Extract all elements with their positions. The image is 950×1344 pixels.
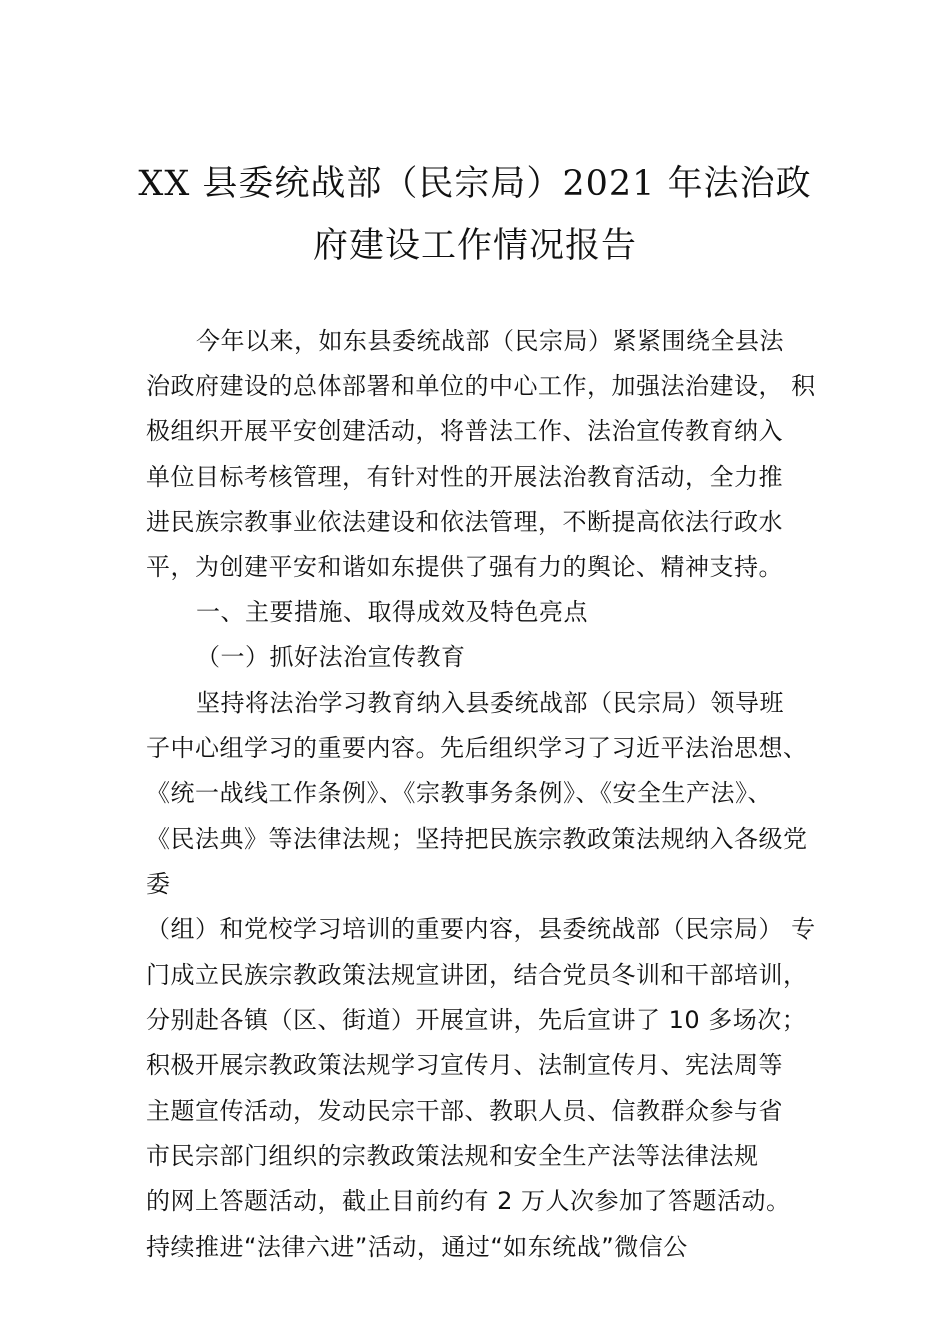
paragraph-2-line-7: 门成立民族宗教政策法规宣讲团，结合党员冬训和干部培训， [146, 961, 808, 989]
paragraph-1-line-2: 治政府建设的总体部署和单位的中心工作，加强法治建设， 积 [146, 372, 816, 400]
paragraph-2-line-13: 持续推进“法律六进”活动，通过“如东统战”微信公 [146, 1233, 688, 1261]
paragraph-2-line-5: 委 [146, 870, 171, 898]
paragraph-2-line-11: 市民宗部门组织的宗教政策法规和安全生产法等法律法规 [146, 1142, 759, 1170]
paragraph-2-line-3: 《统一战线工作条例》、《宗教事务条例》、《安全生产法》、 [146, 779, 772, 807]
section-heading-2: （一）抓好法治宣传教育 [196, 643, 466, 671]
paragraph-1-line-3: 极组织开展平安创建活动，将普法工作、法治宣传教育纳入 [146, 417, 783, 445]
paragraph-1-line-5: 进民族宗教事业依法建设和依法管理，不断提高依法行政水 [146, 508, 783, 536]
paragraph-2-line-4: 《民法典》等法律法规；坚持把民族宗教政策法规纳入各级党 [146, 825, 808, 853]
section-heading-1: 一、主要措施、取得成效及特色亮点 [196, 598, 588, 626]
paragraph-2-line-8: 分别赴各镇（区、街道）开展宣讲，先后宣讲了 10 多场次； [146, 1006, 807, 1034]
paragraph-2-line-12: 的网上答题活动，截止目前约有 2 万人次参加了答题活动。 [146, 1187, 791, 1215]
paragraph-2-line-10: 主题宣传活动，发动民宗干部、教职人员、信教群众参与省 [146, 1097, 783, 1125]
title-line-1: XX 县委统战部（民宗局）2021 年法治政 [138, 164, 812, 204]
paragraph-2-line-2: 子中心组学习的重要内容。先后组织学习了习近平法治思想、 [146, 734, 808, 762]
title-line-2: 府建设工作情况报告 [312, 226, 637, 266]
paragraph-2-line-6: （组）和党校学习培训的重要内容，县委统战部（民宗局） 专 [146, 915, 816, 943]
paragraph-2-line-1: 坚持将法治学习教育纳入县委统战部（民宗局）领导班 [196, 689, 784, 717]
paragraph-1-line-1: 今年以来，如东县委统战部（民宗局）紧紧围绕全县法 [196, 327, 784, 355]
paragraph-1-line-6: 平，为创建平安和谐如东提供了强有力的舆论、精神支持。 [146, 553, 783, 581]
paragraph-2-line-9: 积极开展宗教政策法规学习宣传月、法制宣传月、宪法周等 [146, 1051, 783, 1079]
paragraph-1-line-4: 单位目标考核管理，有针对性的开展法治教育活动，全力推 [146, 463, 783, 491]
